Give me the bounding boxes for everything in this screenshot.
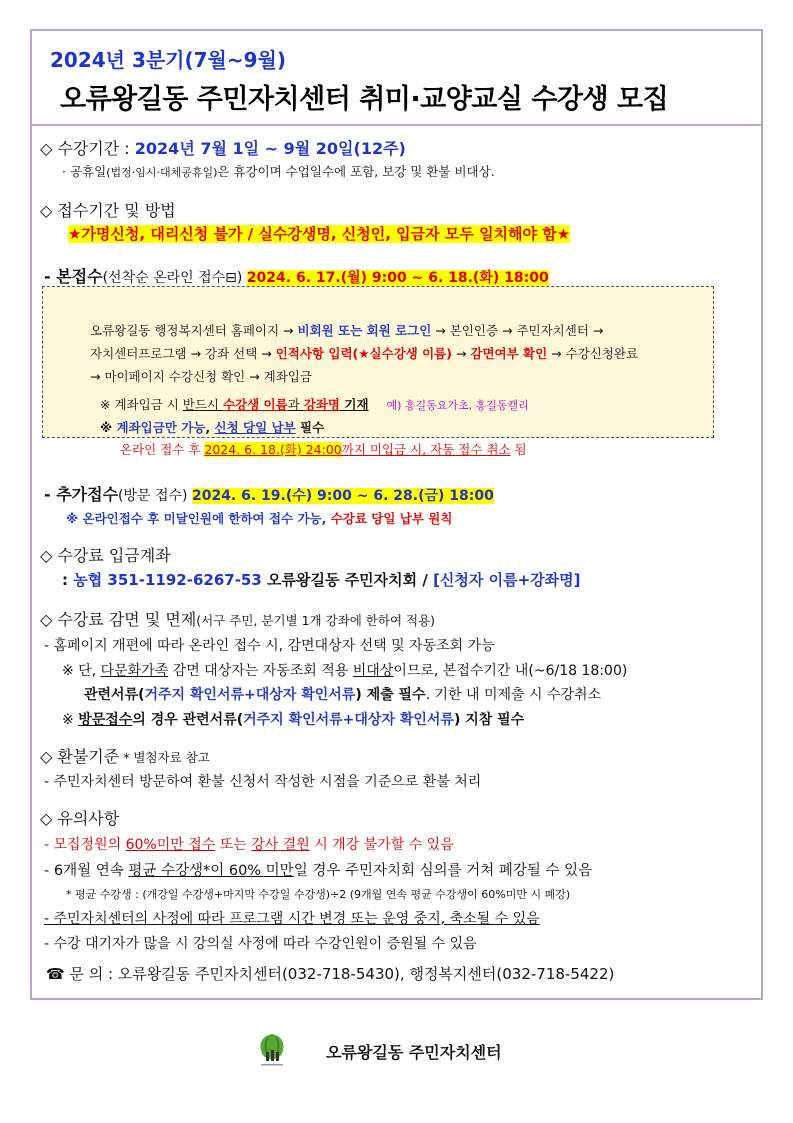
- notice-l5: - 수강 대기자가 많을 시 강의실 사정에 따라 수강인원이 증원될 수 있음: [44, 936, 477, 952]
- notice-l1e: 시 개강 불가할 수 있음: [309, 837, 454, 853]
- steps-p2a: ※: [100, 420, 117, 435]
- discount-l3c: ) 제출 필수: [355, 687, 426, 703]
- discount-l3d: . 기한 내 미제출 시 수강취소: [425, 687, 602, 703]
- discount-l2: [62, 660, 627, 680]
- notice-l2b: 평균 수강생*이 60% 미만: [128, 863, 294, 879]
- contact-line: ☎ 문 의 : 오류왕길동 주민자치센터(032-718-5430), 행정복지센터(032-718-5422): [46, 965, 615, 983]
- discount-l2b: 다문화가족: [100, 663, 169, 679]
- steps-p1e: 강좌명: [303, 397, 341, 412]
- notice-l2c: 일 경우 주민자치회 심의를 거쳐 폐강될 수 있음: [293, 863, 593, 879]
- discount-heading: [40, 607, 435, 630]
- steps-row2: [90, 344, 638, 362]
- refund-heading: [40, 744, 210, 767]
- account-line: [62, 569, 581, 590]
- discount-l4a: ※: [62, 712, 79, 728]
- discount-l4e: ) 지참 필수: [453, 712, 525, 728]
- notice-l1d: 강사 결원: [251, 837, 310, 853]
- main-reg-date: 2024. 6. 17.(월) 9:00 ~ 6. 18.(화) 18:00: [246, 270, 549, 286]
- steps-p1g: 예) 홍길동요가초, 홍길동캘리: [386, 399, 529, 412]
- period-note-b: (법정·임시·대체공휴일): [106, 166, 218, 179]
- steps-p1f: 기재: [340, 397, 369, 412]
- steps-p2e: 필수: [295, 420, 325, 435]
- discount-l4c: 의 경우 관련서류(: [132, 712, 244, 728]
- notice-l2: [44, 859, 592, 880]
- account-a: :: [62, 571, 74, 589]
- discount-l3b: 거주지 확인서류+대상자 확인서류: [144, 687, 356, 703]
- method-warning-text: ★가명신청, 대리신청 불가 / 실수강생명, 신청인, 입금자 모두 일치해야 함★: [68, 225, 571, 243]
- discount-l2d: 비대상: [352, 663, 394, 679]
- steps-r1b: 비회원 또는 회원 로그인: [297, 323, 432, 338]
- extra-reg-date: 2024. 6. 19.(수) 9:00 ~ 6. 28.(금) 18:00: [191, 488, 494, 504]
- steps-p2: [100, 418, 324, 436]
- discount-l4b: 방문접수: [78, 712, 133, 728]
- steps-r1c: → 본인인증 → 주민자치센터 →: [431, 323, 604, 338]
- steps-r2c: →: [451, 346, 471, 361]
- discount-l2c: 감면 대상자는 자동조회 적용: [168, 663, 353, 679]
- steps-p1b: 반드시: [182, 397, 223, 412]
- page-title: 오류왕길동 주민자치센터 취미·교양교실 수강생 모집: [60, 84, 669, 115]
- account-holder: 오류왕길동 주민자치회 /: [261, 571, 434, 589]
- method-warning: [68, 223, 570, 244]
- steps-p3c: 까지 미입금 시, 자동 접수 취소: [341, 442, 511, 457]
- footer-org: 오류왕길동 주민자치센터: [326, 1043, 502, 1062]
- discount-l4: [62, 709, 524, 729]
- main-reg-line: [44, 264, 549, 287]
- steps-p2c: ,: [205, 420, 215, 435]
- extra-reg-note: [66, 509, 452, 527]
- discount-l3a: 관련서류(: [84, 687, 145, 703]
- method-heading: ◇ 접수기간 및 방법: [40, 201, 176, 220]
- steps-p1d: 과: [287, 397, 304, 412]
- notice-l1c: 또는: [215, 837, 252, 853]
- period-note-c: 은 휴강이며 수업일수에 포함, 보강 및 환불 비대상.: [217, 164, 495, 179]
- notice-l1: [44, 834, 454, 854]
- steps-p3: [120, 440, 527, 458]
- steps-box: [42, 286, 714, 438]
- steps-p1a: ※ 계좌입금 시: [100, 397, 183, 412]
- extra-reg-note-a: ※ 온라인접수 후 미달인원에 한하여 접수 가능,: [66, 511, 331, 526]
- discount-l3: [84, 684, 601, 704]
- extra-reg-label-b: (방문 접수): [118, 488, 192, 504]
- steps-p1c: 수강생 이름: [222, 397, 288, 412]
- account-memo: [신청자 이름+강좌명]: [433, 571, 581, 589]
- account-heading: ◇ 수강료 입금계좌: [40, 546, 171, 565]
- title-box: [32, 31, 761, 126]
- notice-l1a: - 모집정원의: [44, 837, 126, 853]
- period-heading: ◇ 수강기간 :: [40, 139, 135, 158]
- steps-p3b: 2024. 6. 18.(화) 24:00: [204, 442, 342, 457]
- steps-r2a: 자치센터프로그램 → 강좌 선택 →: [90, 346, 276, 361]
- notice-l1b: 60%미만 접수: [125, 837, 216, 853]
- steps-p1: [100, 395, 529, 413]
- steps-row1: [90, 321, 603, 339]
- steps-p3a: 온라인 접수 후: [120, 442, 205, 457]
- refund-heading-b: * 별첨자료 참고: [119, 750, 210, 765]
- period-note-a: · 공휴일: [62, 164, 107, 179]
- period-line: [40, 136, 406, 159]
- discount-heading-b: (서구 주민, 분기별 1개 강좌에 한하여 적용): [196, 613, 436, 628]
- main-reg-label: - 본접수: [44, 267, 103, 286]
- notice-heading: ◇ 유의사항: [40, 809, 120, 828]
- extra-reg-note-b: 수강료 당일 납부 원칙: [330, 511, 453, 526]
- discount-l1: - 홈페이지 개편에 따라 온라인 접수 시, 감면대상자 선택 및 자동조회 가능: [44, 638, 495, 654]
- main-reg-label-b: (선착순 온라인 접수: [102, 270, 226, 286]
- extra-reg-line: [44, 482, 494, 505]
- notice-l4-text: - 주민자치센터의 사정에 따라 프로그램 시간 변경 또는 운영 중지, 축소될 수 있음: [44, 911, 540, 927]
- steps-p3d: 됨: [510, 442, 527, 457]
- steps-r1a: 오류왕길동 행정복지센터 홈페이지 →: [90, 323, 298, 338]
- notice-l4: [44, 908, 540, 928]
- steps-p2b: 계좌입금만 가능: [116, 420, 206, 435]
- notice-l2a: - 6개월 연속: [44, 863, 129, 879]
- title-line1: 2024년 3분기(7월~9월): [50, 48, 287, 72]
- discount-l4d: 거주지 확인서류+대상자 확인서류: [243, 712, 454, 728]
- discount-l2a: ※ 단,: [62, 663, 101, 679]
- steps-row3: → 마이페이지 수강신청 확인 → 계좌입금: [90, 369, 312, 384]
- refund-l1: - 주민자치센터 방문하여 환불 신청서 작성한 시점을 기준으로 환불 처리: [44, 774, 482, 790]
- steps-r2e: → 수강신청완료: [547, 346, 639, 361]
- extra-reg-label: - 추가접수: [44, 485, 119, 504]
- account-number: 농협 351-1192-6267-53: [73, 571, 262, 589]
- discount-l2e: 이므로, 본접수기간 내(~6/18 18:00): [393, 663, 628, 679]
- steps-r2b: 인적사항 입력(★실수강생 이름): [275, 346, 452, 361]
- monitor-icon: ⊟): [225, 270, 247, 286]
- discount-heading-a: ◇ 수강료 감면 및 면제: [40, 610, 197, 629]
- period-dates: 2024년 7월 1일 ~ 9월 20일(12주): [134, 139, 406, 158]
- notice-l3: * 평균 수강생 : (개강일 수강생+마지막 수강일 수강생)÷2 (9개월 연속 평균 수강생이 60%미만 시 폐강): [66, 888, 571, 901]
- refund-heading-a: ◇ 환불기준: [40, 747, 120, 766]
- tree-logo-icon: [255, 1032, 289, 1068]
- steps-p2d: 신청 당일 납부: [214, 420, 296, 435]
- steps-r2d: 감면여부 확인: [470, 346, 548, 361]
- period-note: [62, 162, 495, 180]
